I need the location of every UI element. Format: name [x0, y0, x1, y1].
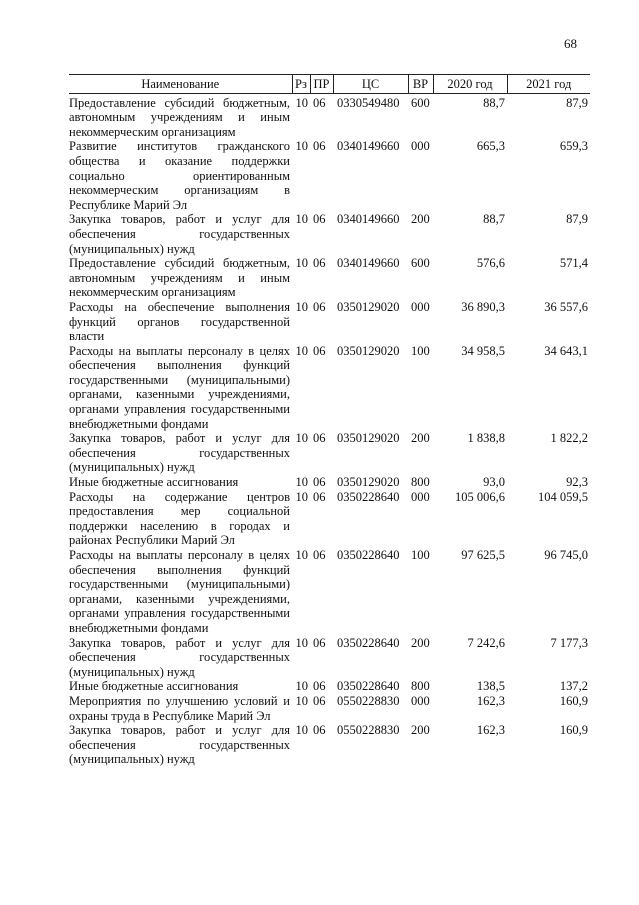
- cell-cs: 0550228830: [337, 723, 400, 738]
- cell-pr: 06: [313, 95, 326, 110]
- table-row: [69, 548, 590, 636]
- cell-rz: 10: [295, 139, 308, 154]
- cell-name: Предоставление субсидий бюджетным, автономным учреждениям и иным некоммерческим организациям: [69, 95, 290, 139]
- table-row: [69, 212, 590, 256]
- cell-name: Иные бюджетные ассигнования: [69, 475, 239, 490]
- header-cs: ЦС: [333, 75, 408, 94]
- cell-pr: 06: [313, 548, 326, 562]
- table-row: [69, 300, 590, 344]
- cell-vr: 200: [411, 212, 430, 227]
- table-row: [69, 344, 590, 432]
- cell-vr: 000: [411, 489, 430, 504]
- header-pr: ПР: [310, 75, 333, 94]
- table-header-row: [69, 75, 590, 94]
- cell-name: Иные бюджетные ассигнования: [69, 679, 239, 694]
- cell-cs: 0350228640: [337, 635, 400, 650]
- cell-vr: 800: [411, 679, 430, 694]
- cell-y2021: 96 745,0: [544, 548, 588, 562]
- cell-rz: 10: [295, 548, 308, 562]
- cell-pr: 06: [313, 693, 326, 708]
- cell-y2021: 571,4: [559, 256, 588, 271]
- cell-name: Предоставление субсидий бюджетным, автономным учреждениям и иным некоммерческим организациям: [69, 256, 290, 300]
- cell-rz: 10: [295, 431, 308, 446]
- table-row: [69, 431, 590, 475]
- cell-name: Расходы на выплаты персоналу в целях обеспечения выполнения функций государственными (муниципальными) органами, казенными учреждениями, органами управления государственными внебюджетными фондами: [69, 343, 290, 431]
- cell-rz: 10: [295, 95, 308, 110]
- cell-pr: 06: [313, 343, 326, 358]
- table-row: [69, 723, 590, 767]
- cell-pr: 06: [313, 212, 326, 227]
- cell-y2020: 162,3: [476, 693, 505, 708]
- table-row: [69, 490, 590, 548]
- table-row: [69, 256, 590, 300]
- cell-vr: 000: [411, 139, 430, 154]
- cell-y2020: 105 006,6: [455, 489, 505, 504]
- cell-pr: 06: [313, 256, 326, 271]
- cell-y2021: 92,3: [566, 475, 588, 490]
- cell-pr: 06: [313, 475, 326, 490]
- cell-cs: 0340149660: [337, 212, 400, 227]
- cell-y2020: 34 958,5: [461, 343, 505, 358]
- cell-pr: 06: [313, 723, 326, 738]
- cell-y2021: 659,3: [559, 139, 588, 154]
- cell-vr: 000: [411, 299, 430, 314]
- table-row: [69, 139, 590, 212]
- cell-cs: 0340149660: [337, 256, 400, 271]
- cell-y2021: 160,9: [559, 723, 588, 738]
- cell-pr: 06: [313, 489, 326, 504]
- header-2021: 2021 год: [507, 75, 590, 94]
- cell-y2020: 88,7: [483, 212, 505, 227]
- cell-y2021: 160,9: [559, 693, 588, 708]
- header-name: Наименование: [69, 75, 292, 94]
- table-row: [69, 475, 590, 490]
- cell-y2020: 162,3: [476, 723, 505, 738]
- cell-y2020: 88,7: [483, 95, 505, 110]
- cell-vr: 200: [411, 723, 430, 738]
- cell-y2020: 138,5: [476, 679, 505, 694]
- cell-y2020: 97 625,5: [461, 548, 505, 562]
- cell-vr: 200: [411, 431, 430, 446]
- cell-cs: 0350228640: [337, 489, 400, 504]
- cell-rz: 10: [295, 693, 308, 708]
- cell-pr: 06: [313, 635, 326, 650]
- cell-y2021: 87,9: [566, 212, 588, 227]
- cell-rz: 10: [295, 635, 308, 650]
- cell-name: Закупка товаров, работ и услуг для обеспечения государственных (муниципальных) нужд: [69, 431, 290, 475]
- cell-name: Развитие институтов гражданского общества и оказание поддержки социально ориентированным некоммерческим организациям в Республике Марий Эл: [69, 139, 290, 212]
- cell-y2021: 87,9: [566, 95, 588, 110]
- cell-pr: 06: [313, 139, 326, 154]
- cell-rz: 10: [295, 299, 308, 314]
- cell-cs: 0350228640: [337, 679, 400, 694]
- cell-vr: 600: [411, 95, 430, 110]
- cell-name: Закупка товаров, работ и услуг для обеспечения государственных (муниципальных) нужд: [69, 723, 290, 767]
- cell-cs: 0340149660: [337, 139, 400, 154]
- cell-rz: 10: [295, 489, 308, 504]
- cell-name: Расходы на содержание центров предоставления мер социальной поддержки населению в городах и районах Республики Марий Эл: [69, 489, 290, 548]
- cell-cs: 0330549480: [337, 95, 400, 110]
- cell-pr: 06: [313, 679, 326, 694]
- cell-rz: 10: [295, 212, 308, 227]
- cell-vr: 100: [411, 548, 430, 562]
- table-row: [69, 694, 590, 723]
- cell-pr: 06: [313, 299, 326, 314]
- cell-name: Закупка товаров, работ и услуг для обеспечения государственных (муниципальных) нужд: [69, 635, 290, 679]
- table-row: [69, 96, 590, 140]
- cell-vr: 000: [411, 693, 430, 708]
- cell-y2020: 1 838,8: [467, 431, 505, 446]
- cell-y2020: 36 890,3: [461, 299, 505, 314]
- cell-pr: 06: [313, 431, 326, 446]
- cell-y2021: 104 059,5: [538, 489, 588, 504]
- cell-cs: 0350129020: [337, 343, 400, 358]
- cell-cs: 0350228640: [337, 548, 400, 562]
- cell-name: Закупка товаров, работ и услуг для обеспечения государственных (муниципальных) нужд: [69, 212, 290, 256]
- cell-y2021: 1 822,2: [550, 431, 588, 446]
- cell-rz: 10: [295, 475, 308, 490]
- page-number: 68: [564, 36, 577, 51]
- cell-y2021: 36 557,6: [544, 299, 588, 314]
- cell-cs: 0350129020: [337, 431, 400, 446]
- cell-y2021: 34 643,1: [544, 343, 588, 358]
- cell-rz: 10: [295, 679, 308, 694]
- header-rz: Рз: [292, 75, 310, 94]
- cell-name: Расходы на обеспечение выполнения функций органов государственной власти: [69, 299, 290, 344]
- table-row: [69, 636, 590, 680]
- cell-vr: 100: [411, 343, 430, 358]
- cell-name: Мероприятия по улучшению условий и охраны труда в Республике Марий Эл: [69, 693, 290, 723]
- budget-table: [69, 74, 590, 767]
- cell-rz: 10: [295, 343, 308, 358]
- cell-vr: 600: [411, 256, 430, 271]
- cell-vr: 800: [411, 475, 430, 490]
- cell-name: Расходы на выплаты персоналу в целях обеспечения выполнения функций государственными (муниципальными) органами, казенными учреждениями, органами управления государственными внебюджетными фондами: [69, 548, 290, 635]
- cell-cs: 0350129020: [337, 475, 400, 490]
- cell-y2021: 7 177,3: [550, 635, 588, 650]
- cell-vr: 200: [411, 635, 430, 650]
- table-body: [69, 93, 590, 767]
- cell-rz: 10: [295, 723, 308, 738]
- cell-y2020: 576,6: [476, 256, 505, 271]
- cell-y2020: 93,0: [483, 475, 505, 490]
- cell-cs: 0550228830: [337, 693, 400, 708]
- cell-cs: 0350129020: [337, 299, 400, 314]
- cell-y2021: 137,2: [559, 679, 588, 694]
- header-vr: ВР: [408, 75, 433, 94]
- table-row: [69, 679, 590, 694]
- header-2020: 2020 год: [433, 75, 507, 94]
- cell-rz: 10: [295, 256, 308, 271]
- cell-y2020: 665,3: [476, 139, 505, 154]
- cell-y2020: 7 242,6: [467, 635, 505, 650]
